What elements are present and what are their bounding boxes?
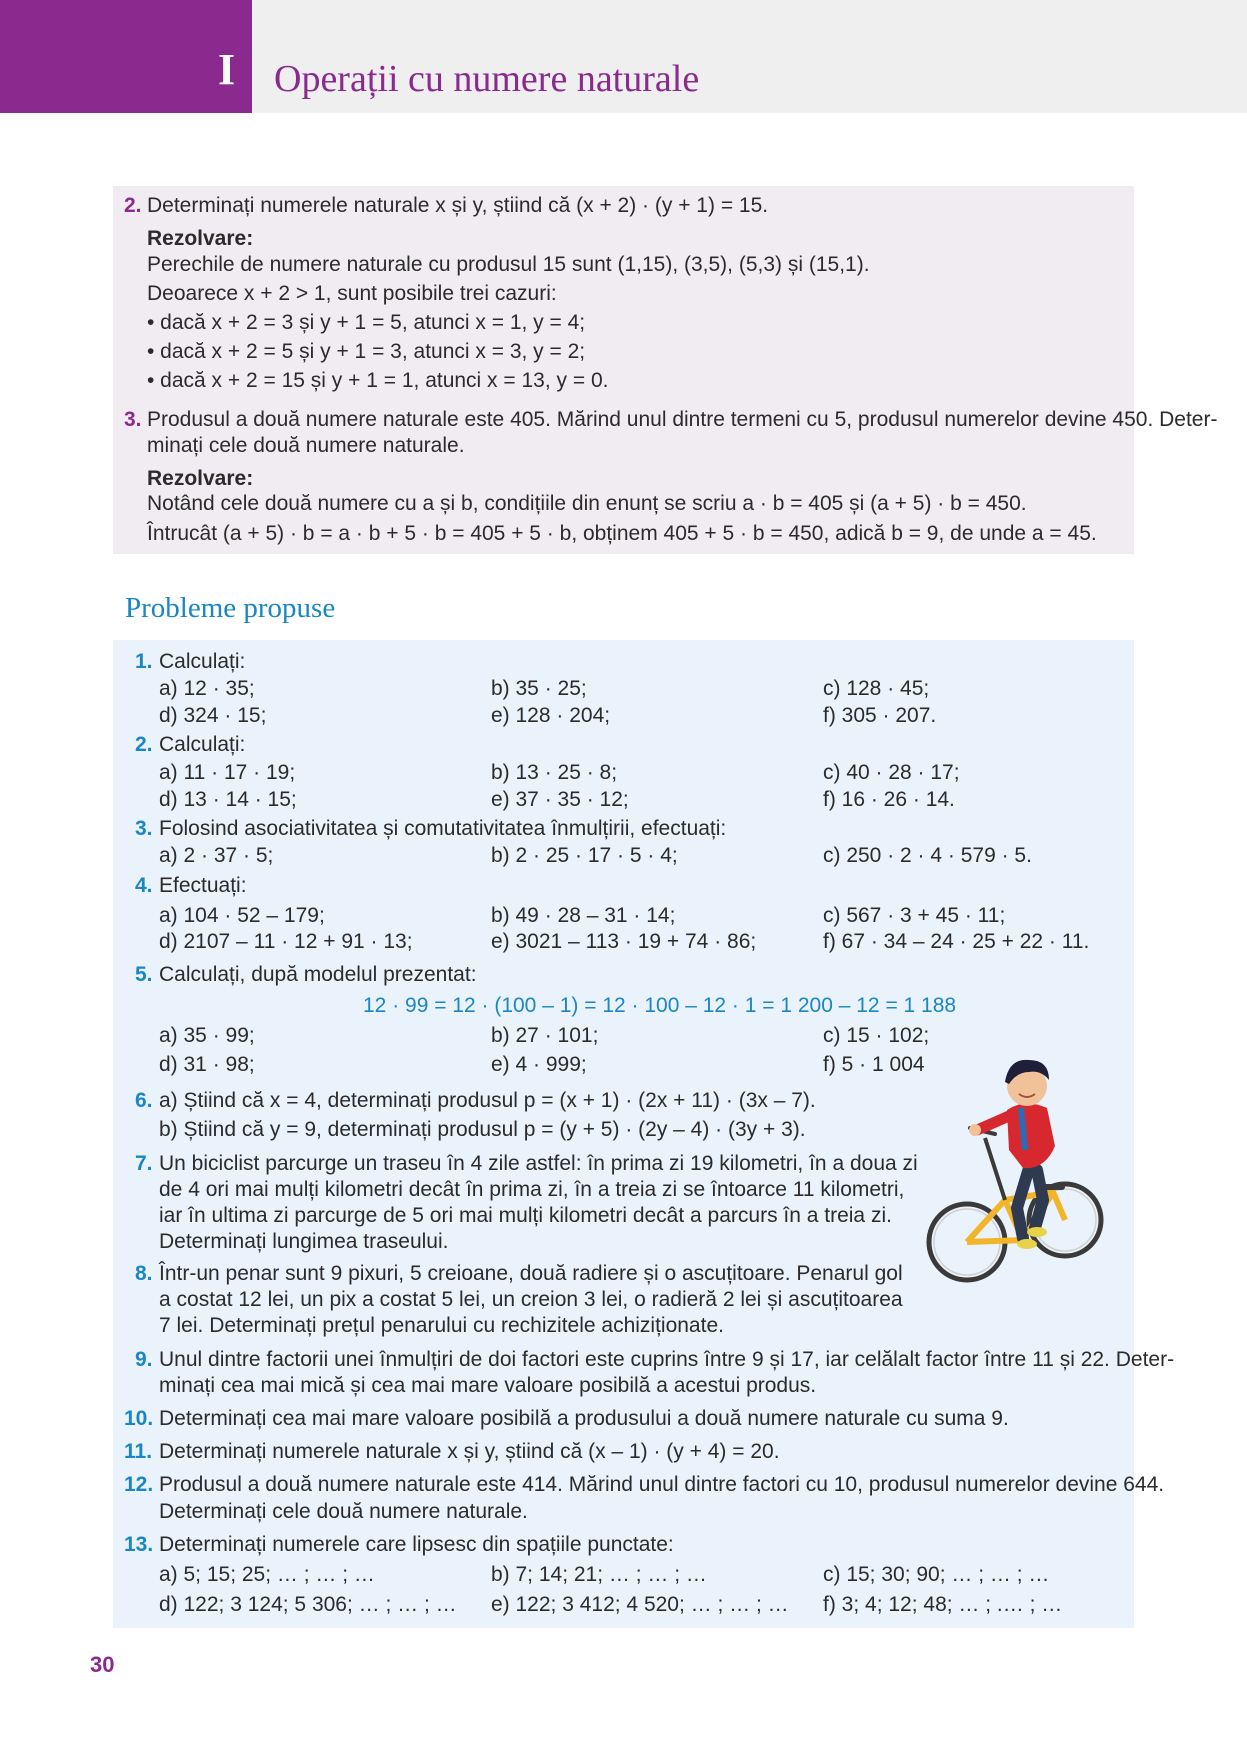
example-3-line: Notând cele două numere cu a și b, condițiile din enunț se scriu a · b = 405 și (a + 5) · b = 450.	[147, 492, 1027, 515]
problem-1-number: 1.	[135, 650, 153, 673]
problem-13-number: 13.	[124, 1533, 154, 1556]
problem-3-item: b) 2 · 25 · 17 · 5 · 4;	[491, 844, 678, 867]
problem-4-text: Efectuați:	[159, 874, 247, 897]
problem-2-item: b) 13 · 25 · 8;	[491, 761, 618, 784]
problem-1-item: d) 324 · 15;	[159, 704, 267, 727]
problem-8-line: 7 lei. Determinați prețul penarului cu rechizitele achiziționate.	[159, 1314, 724, 1337]
problem-7-line: de 4 ori mai mulți kilometri decât în prima zi, în a treia zi se întoarce 11 kilometri,	[159, 1178, 905, 1201]
example-2-solution-label: Rezolvare:	[147, 227, 254, 250]
example-2-number: 2.	[124, 194, 142, 217]
problem-10-number: 10.	[124, 1407, 154, 1430]
example-3-line: Întrucât (a + 5) · b = a · b + 5 · b = 405 + 5 · b, obținem 405 + 5 · b = 450, adică b = 9, de unde a = 45.	[147, 522, 1097, 545]
problem-13-text: Determinați numerele care lipsesc din spațiile punctate:	[159, 1533, 674, 1556]
problem-12-line: Produsul a două numere naturale este 414. Mărind unul dintre factori cu 10, produsul numerelor devine 644.	[159, 1473, 1165, 1496]
example-3-statement: Produsul a două numere naturale este 405. Mărind unul dintre termeni cu 5, produsul numerelor devine 450. Deter-	[147, 408, 1218, 431]
problem-12-number: 12.	[124, 1473, 154, 1496]
problem-3-item: a) 2 · 37 · 5;	[159, 844, 274, 867]
problem-3-item: c) 250 · 2 · 4 · 579 · 5.	[823, 844, 1032, 867]
page-number: 30	[90, 1652, 115, 1677]
problem-9-line: Unul dintre factorii unei înmulțiri de doi factori este cuprins între 9 și 17, iar celălalt factor între 11 și 22. Deter-	[159, 1348, 1175, 1371]
problem-5-item: f) 5 · 1 004	[823, 1053, 925, 1076]
problem-10-text: Determinați cea mai mare valoare posibilă a produsului a două numere naturale cu suma 9.	[159, 1407, 1009, 1430]
problem-7-number: 7.	[135, 1152, 153, 1175]
example-3-solution-label: Rezolvare:	[147, 467, 254, 490]
problem-2-item: d) 13 · 14 · 15;	[159, 788, 297, 811]
example-2-statement: Determinați numerele naturale x și y, știind că (x + 2) · (y + 1) = 15.	[147, 194, 769, 217]
problem-5-model: 12 · 99 = 12 · (100 – 1) = 12 · 100 – 12 · 1 = 1 200 – 12 = 1 188	[363, 994, 957, 1017]
chapter-title: Operații cu numere naturale	[274, 58, 700, 100]
problem-8-line: a costat 12 lei, un pix a costat 5 lei, un creion 3 lei, o radieră 2 lei și ascuțitoarea	[159, 1288, 903, 1311]
problem-5-item: d) 31 · 98;	[159, 1053, 255, 1076]
problem-5-text: Calculați, după modelul prezentat:	[159, 963, 477, 986]
problem-4-item: b) 49 · 28 – 31 · 14;	[491, 904, 676, 927]
example-3-statement: minați cele două numere naturale.	[147, 434, 465, 457]
boy-on-bicycle-illustration	[925, 1050, 1105, 1285]
problem-2-item: a) 11 · 17 · 19;	[159, 761, 296, 784]
problem-4-item: f) 67 · 34 – 24 · 25 + 22 · 11.	[823, 930, 1090, 953]
problem-13-item: c) 15; 30; 90; … ; … ; …	[823, 1563, 1050, 1586]
problem-2-item: e) 37 · 35 · 12;	[491, 788, 629, 811]
problem-1-text: Calculați:	[159, 650, 246, 673]
problem-4-item: e) 3021 – 113 · 19 + 74 · 86;	[491, 930, 757, 953]
problem-3-text: Folosind asociativitatea și comutativitatea înmulțirii, efectuați:	[159, 817, 727, 840]
problem-2-number: 2.	[135, 733, 153, 756]
example-3-number: 3.	[124, 408, 142, 431]
problem-7-line: Determinați lungimea traseului.	[159, 1230, 449, 1253]
problem-13-item: f) 3; 4; 12; 48; … ; .… ; …	[823, 1593, 1063, 1616]
example-2-line: Perechile de numere naturale cu produsul 15 sunt (1,15), (3,5), (5,3) și (15,1).	[147, 253, 870, 276]
problem-8-number: 8.	[135, 1262, 153, 1285]
problem-1-item: b) 35 · 25;	[491, 677, 587, 700]
chapter-number: I	[218, 45, 236, 94]
problem-5-item: e) 4 · 999;	[491, 1053, 587, 1076]
problem-2-item: c) 40 · 28 · 17;	[823, 761, 960, 784]
problem-5-item: c) 15 · 102;	[823, 1024, 930, 1047]
problem-4-number: 4.	[135, 874, 153, 897]
problem-13-item: d) 122; 3 124; 5 306; … ; … ; …	[159, 1593, 457, 1616]
problem-5-item: a) 35 · 99;	[159, 1024, 255, 1047]
problem-1-item: a) 12 · 35;	[159, 677, 255, 700]
problem-4-item: d) 2107 – 11 · 12 + 91 · 13;	[159, 930, 413, 953]
problem-1-item: e) 128 · 204;	[491, 704, 611, 727]
problem-7-line: Un biciclist parcurge un traseu în 4 zile astfel: în prima zi 19 kilometri, în a doua zi	[159, 1152, 918, 1175]
problem-2-item: f) 16 · 26 · 14.	[823, 788, 955, 811]
example-2-line: Deoarece x + 2 > 1, sunt posibile trei cazuri:	[147, 282, 557, 305]
problem-1-item: c) 128 · 45;	[823, 677, 930, 700]
example-2-case: • dacă x + 2 = 15 și y + 1 = 1, atunci x = 13, y = 0.	[147, 369, 609, 392]
problem-5-number: 5.	[135, 963, 153, 986]
problem-13-item: b) 7; 14; 21; … ; … ; …	[491, 1563, 707, 1586]
problem-7-line: iar în ultima zi parcurge de 5 ori mai mulți kilometri decât a parcurs în a treia zi.	[159, 1204, 892, 1227]
chapter-color-block	[0, 0, 252, 113]
problem-13-item: a) 5; 15; 25; … ; … ; …	[159, 1563, 375, 1586]
problem-5-item: b) 27 · 101;	[491, 1024, 599, 1047]
problem-4-item: a) 104 · 52 – 179;	[159, 904, 325, 927]
problem-8-line: Într-un penar sunt 9 pixuri, 5 creioane, două radiere și o ascuțitoare. Penarul gol	[159, 1262, 903, 1285]
problem-9-line: minați cea mai mică și cea mai mare valoare posibilă a acestui produs.	[159, 1374, 817, 1397]
problem-12-line: Determinați cele două numere naturale.	[159, 1500, 528, 1523]
problem-3-number: 3.	[135, 817, 153, 840]
proposed-problems-title: Probleme propuse	[125, 592, 336, 624]
problem-9-number: 9.	[135, 1348, 153, 1371]
example-2-case: • dacă x + 2 = 3 și y + 1 = 5, atunci x = 1, y = 4;	[147, 311, 586, 334]
problem-4-item: c) 567 · 3 + 45 · 11;	[823, 904, 1006, 927]
problem-2-text: Calculați:	[159, 733, 246, 756]
problem-13-item: e) 122; 3 412; 4 520; … ; … ; …	[491, 1593, 789, 1616]
example-2-case: • dacă x + 2 = 5 și y + 1 = 3, atunci x = 3, y = 2;	[147, 340, 586, 363]
problem-6-line-b: b) Știind că y = 9, determinați produsul p = (y + 5) · (2y – 4) · (3y + 3).	[159, 1118, 806, 1141]
problem-11-number: 11.	[124, 1440, 153, 1463]
problem-1-item: f) 305 · 207.	[823, 704, 937, 727]
problem-6-number: 6.	[135, 1089, 153, 1112]
problem-6-line-a: a) Știind că x = 4, determinați produsul p = (x + 1) · (2x + 11) · (3x – 7).	[159, 1089, 816, 1112]
problem-11-text: Determinați numerele naturale x și y, știind că (x – 1) · (y + 4) = 20.	[159, 1440, 780, 1463]
